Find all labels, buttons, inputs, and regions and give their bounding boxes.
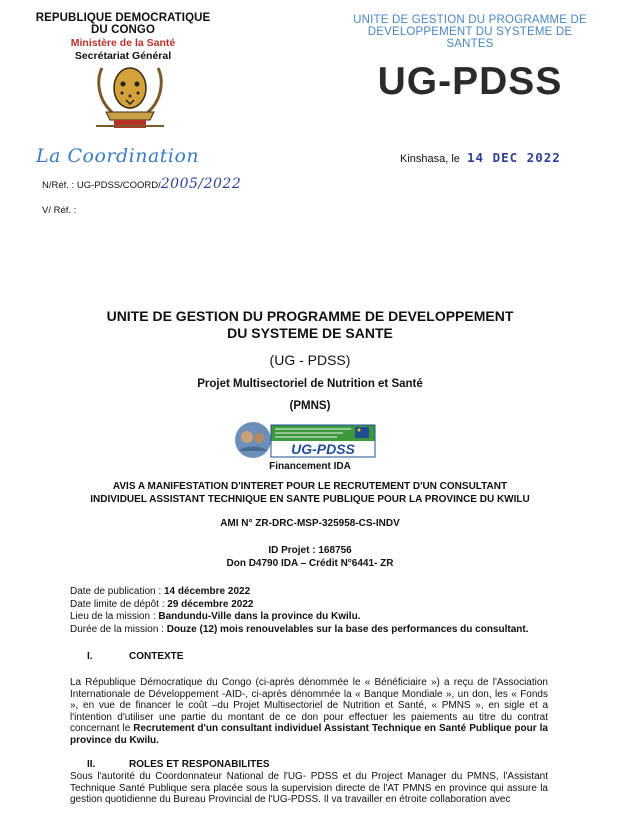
context-paragraph (70, 677, 548, 746)
project-id: ID Projet : 168756 (268, 545, 352, 556)
document-title (0, 308, 620, 342)
publication-date-label: Date de publication : (70, 586, 164, 597)
project-ids (0, 544, 620, 570)
title-line1: UNITE DE GESTION DU PROGRAMME DE DEVELOPPEMENT (106, 308, 514, 324)
unit-acronym: UG-PDSS (377, 60, 563, 103)
secretariat-name: Secrétariat Général (74, 50, 172, 62)
mission-duration-label: Durée de la mission : (70, 623, 167, 635)
notice-title (0, 481, 620, 506)
mission-duration-value: Douze (12) mois renouvelables sur la base des performances du consultant. (166, 623, 529, 635)
date-stamp: 14 DEC 2022 (467, 150, 561, 165)
notice-title-line1: AVIS A MANIFESTATION D'INTERET POUR LE RECRUTEMENT D'UN CONSULTANT (112, 481, 508, 492)
section-title: CONTEXTE (129, 651, 184, 662)
publication-date-line (70, 586, 529, 599)
section-heading-context (87, 651, 183, 662)
unit-name-line1: UNITE DE GESTION DU PROGRAMME DE (353, 14, 587, 26)
ministry-name: Ministère de la Santé (70, 37, 176, 49)
your-reference: V/ Réf. : (42, 205, 77, 216)
title-line2: DU SYSTEME DE SANTE (227, 325, 393, 341)
project-acronym: (PMNS) (289, 400, 331, 412)
financing-source: Financement IDA (269, 461, 351, 472)
national-emblem-icon (92, 60, 168, 132)
mission-place-label: Lieu de la mission : (70, 611, 159, 622)
place-prefix: Kinshasa, le (400, 153, 460, 165)
roles-paragraph: Sous l'autorité du Coordonnateur National de l'UG- PDSS et du Project Manager du PMNS, l'Assistant Technique Santé Publique sera placée sous la supervision directe de l'AT PMNS en province qui assure la gestion quotidienne du Bureau Provincial de l'UG-PDSS. Il va travailler en étroite collaboration avec (70, 771, 548, 805)
ami-number: AMI N° ZR-DRC-MSP-325958-CS-INDV (220, 518, 400, 529)
ug-pdss-logo-icon (233, 421, 378, 459)
publication-date-value: 14 décembre 2022 (163, 586, 251, 597)
section-number: II. (87, 759, 96, 770)
coordination-heading: La Coordination (36, 145, 200, 167)
mission-duration-line (70, 624, 529, 637)
grant-credit-number: Don D4790 IDA – Crédit N°6441- ZR (226, 558, 394, 569)
mission-place-line (70, 611, 529, 624)
letterhead-right (345, 14, 595, 104)
deadline-value: 29 décembre 2022 (167, 598, 254, 610)
project-name: Projet Multisectoriel de Nutrition et Santé (197, 378, 423, 390)
our-reference (42, 176, 241, 192)
place-date (400, 150, 561, 165)
context-text: La République Démocratique du Congo (ci-après dénommée le « Bénéficiaire ») a reçu de l'Association Internationale de Développement -AID-, ci-après dénommée la « Banque Mondiale », un don, les « Fonds », en vue de financer le coût –du Projet Multisectoriel de Nutrition et Santé, « PMNS », en sigle et a l'intention d'utiliser une partie du montant de ce don pour effectuer les paiements au titre du contrat concernant le (70, 677, 548, 734)
republic-name: REPUBLIQUE DEMOCRATIQUE DU CONGO (35, 12, 211, 36)
context-bold-text: Recrutement d'un consultant individuel Assistant Technique en Santé Publique pour la province du Kwilu. (70, 723, 548, 746)
deadline-line (70, 599, 529, 612)
our-reference-label: N/Réf. : UG-PDSS/COORD/ (42, 180, 161, 191)
unit-name-line2: DEVELOPPEMENT DU SYSTEME DE SANTES (367, 26, 573, 50)
letterhead-left (28, 12, 218, 62)
section-number: I. (87, 651, 93, 662)
mission-place-value: Bandundu-Ville dans la province du Kwilu. (158, 611, 361, 622)
mission-details (70, 586, 529, 636)
our-reference-handwritten: 2005/2022 (160, 176, 242, 192)
section-title: ROLES ET RESPONABILITES (129, 759, 270, 770)
section-heading-roles (87, 759, 270, 770)
title-acronym: (UG - PDSS) (269, 352, 351, 368)
notice-title-line2: INDIVIDUEL ASSISTANT TECHNIQUE EN SANTE PUBLIQUE POUR LA PROVINCE DU KWILU (90, 493, 530, 505)
logo-text: UG-PDSS (291, 441, 355, 457)
deadline-label: Date limite de dépôt : (70, 598, 168, 610)
